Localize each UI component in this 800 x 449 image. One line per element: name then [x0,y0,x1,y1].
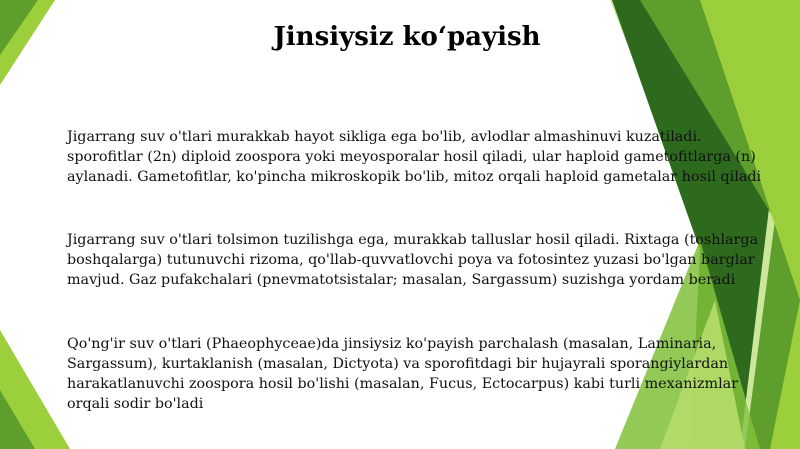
paragraph-structure: Jigarrang suv o'tlari tolsimon tuzilishga ega, murakkab talluslar hosil qiladi. Rixtaga (toshlarga boshqalarga) tutunuvchi rizoma, qo'llab-quvvatlovchi poya va fotosintez yuzasi bo'lgan barglar mavjud. Gaz pufakchalari (pnevmatotsistalar; masalan, Sargassum) suzishga yordam beradi [67,232,759,288]
paragraph-life-cycle: Jigarrang suv o'tlari murakkab hayot sikliga ega bo'lib, avlodlar almashinuvi kuzatiladi. sporofitlar (2n) diploid zoospora yoki meyosporalar hosil qiladi, ular haploid gametofitlarga (n) aylanadi. Gametofitlar, ko'pincha mikroskopik bo'lib, mitoz orqali haploid gametalar hosil qiladi [67,129,762,185]
slide-title: Jinsiysiz ko‘payish [273,22,541,52]
paragraph-asexual-reproduction: Qo'ng'ir suv o'tlari (Phaeophyceae)da jinsiysiz ko'payish parchalash (masalan, Laminaria, Sargassum), kurtaklanish (masalan, Dictyota) va sporofitdagi bir hujayrali sporangiylardan harakatlanuvchi zoospora hosil bo'lishi (masalan, Fucus, Ectocarpus) kabi turli mexanizmlar orqali sodir bo'ladi [67,336,739,412]
